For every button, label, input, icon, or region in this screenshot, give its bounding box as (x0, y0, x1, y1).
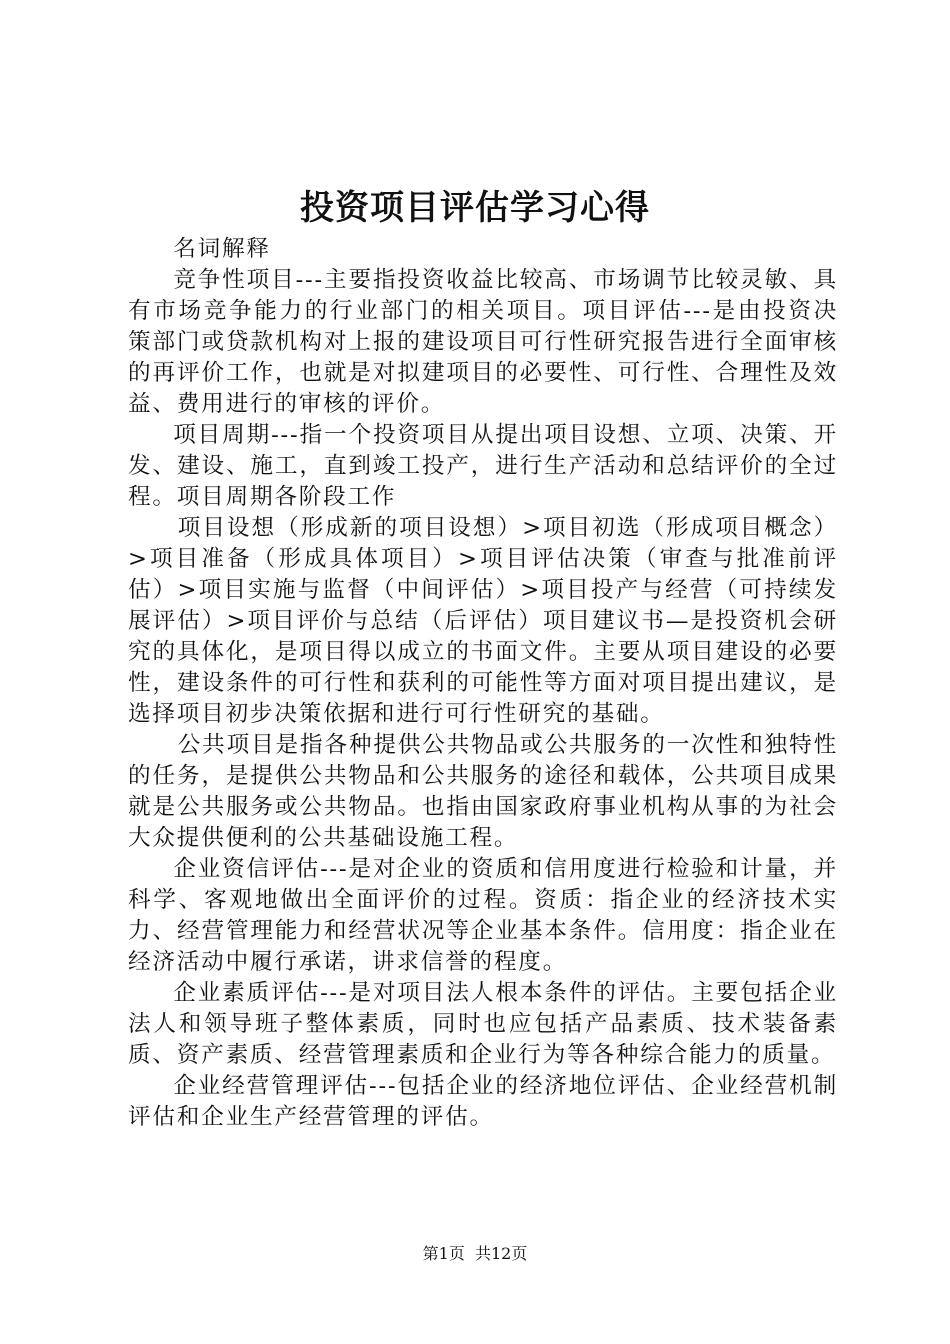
paragraph-competitive-project: 竞争性项目---主要指投资收益比较高、市场调节比较灵敏、具有市场竞争能力的行业部门的相关项目。项目评估---是由投资决策部门或贷款机构对上报的建设项目可行性研究报告进行全面审核的再评价工作，也就是对拟建项目的必要性、可行性、合理性及效益、费用进行的审核的评价。 (128, 267, 838, 417)
paragraph-project-cycle: 项目周期---指一个投资项目从提出项目设想、立项、决策、开发、建设、施工，直到竣工投产，进行生产活动和总结评价的全过程。项目周期各阶段工作 (128, 422, 838, 510)
paragraph-public-project: 公共项目是指各种提供公共物品或公共服务的一次性和独特性的任务，是提供公共物品和公共服务的途径和载体，公共项目成果就是公共服务或公共物品。也指由国家政府事业机构从事的为社会大众提供便利的公共基础设施工程。 (128, 732, 838, 851)
section-heading: 名词解释 (173, 236, 271, 262)
document-body (128, 234, 838, 1133)
page-number-footer: 第1页 共12页 (422, 1244, 528, 1263)
paragraph-management-evaluation: 企业经营管理评估---包括企业的经济地位评估、企业经营机制评估和企业生产经营管理的评估。 (128, 1073, 838, 1130)
paragraph-project-stages: 项目设想（形成新的项目设想）>项目初选（形成项目概念）>项目准备（形成具体项目）>项目评估决策（审查与批准前评估）>项目实施与监督（中间评估）>项目投产与经营（可持续发展评估）>项目评价与总结（后评估）项目建议书—是投资机会研究的具体化，是项目得以成立的书面文件。主要从项目建设的必要性，建设条件的可行性和获利的可能性等方面对项目提出建议，是选择项目初步决策依据和进行可行性研究的基础。 (128, 515, 838, 727)
document-title: 投资项目评估学习心得 (300, 188, 650, 228)
paragraph-quality-evaluation: 企业素质评估---是对项目法人根本条件的评估。主要包括企业法人和领导班子整体素质，同时也应包括产品素质、技术装备素质、资产素质、经营管理素质和企业行为等各种综合能力的质量。 (128, 980, 838, 1068)
paragraph-credit-evaluation: 企业资信评估---是对企业的资质和信用度进行检验和计量，并科学、客观地做出全面评价的过程。资质：指企业的经济技术实力、经营管理能力和经营状况等企业基本条件。信用度：指企业在经济活动中履行承诺，讲求信誉的程度。 (128, 856, 838, 975)
